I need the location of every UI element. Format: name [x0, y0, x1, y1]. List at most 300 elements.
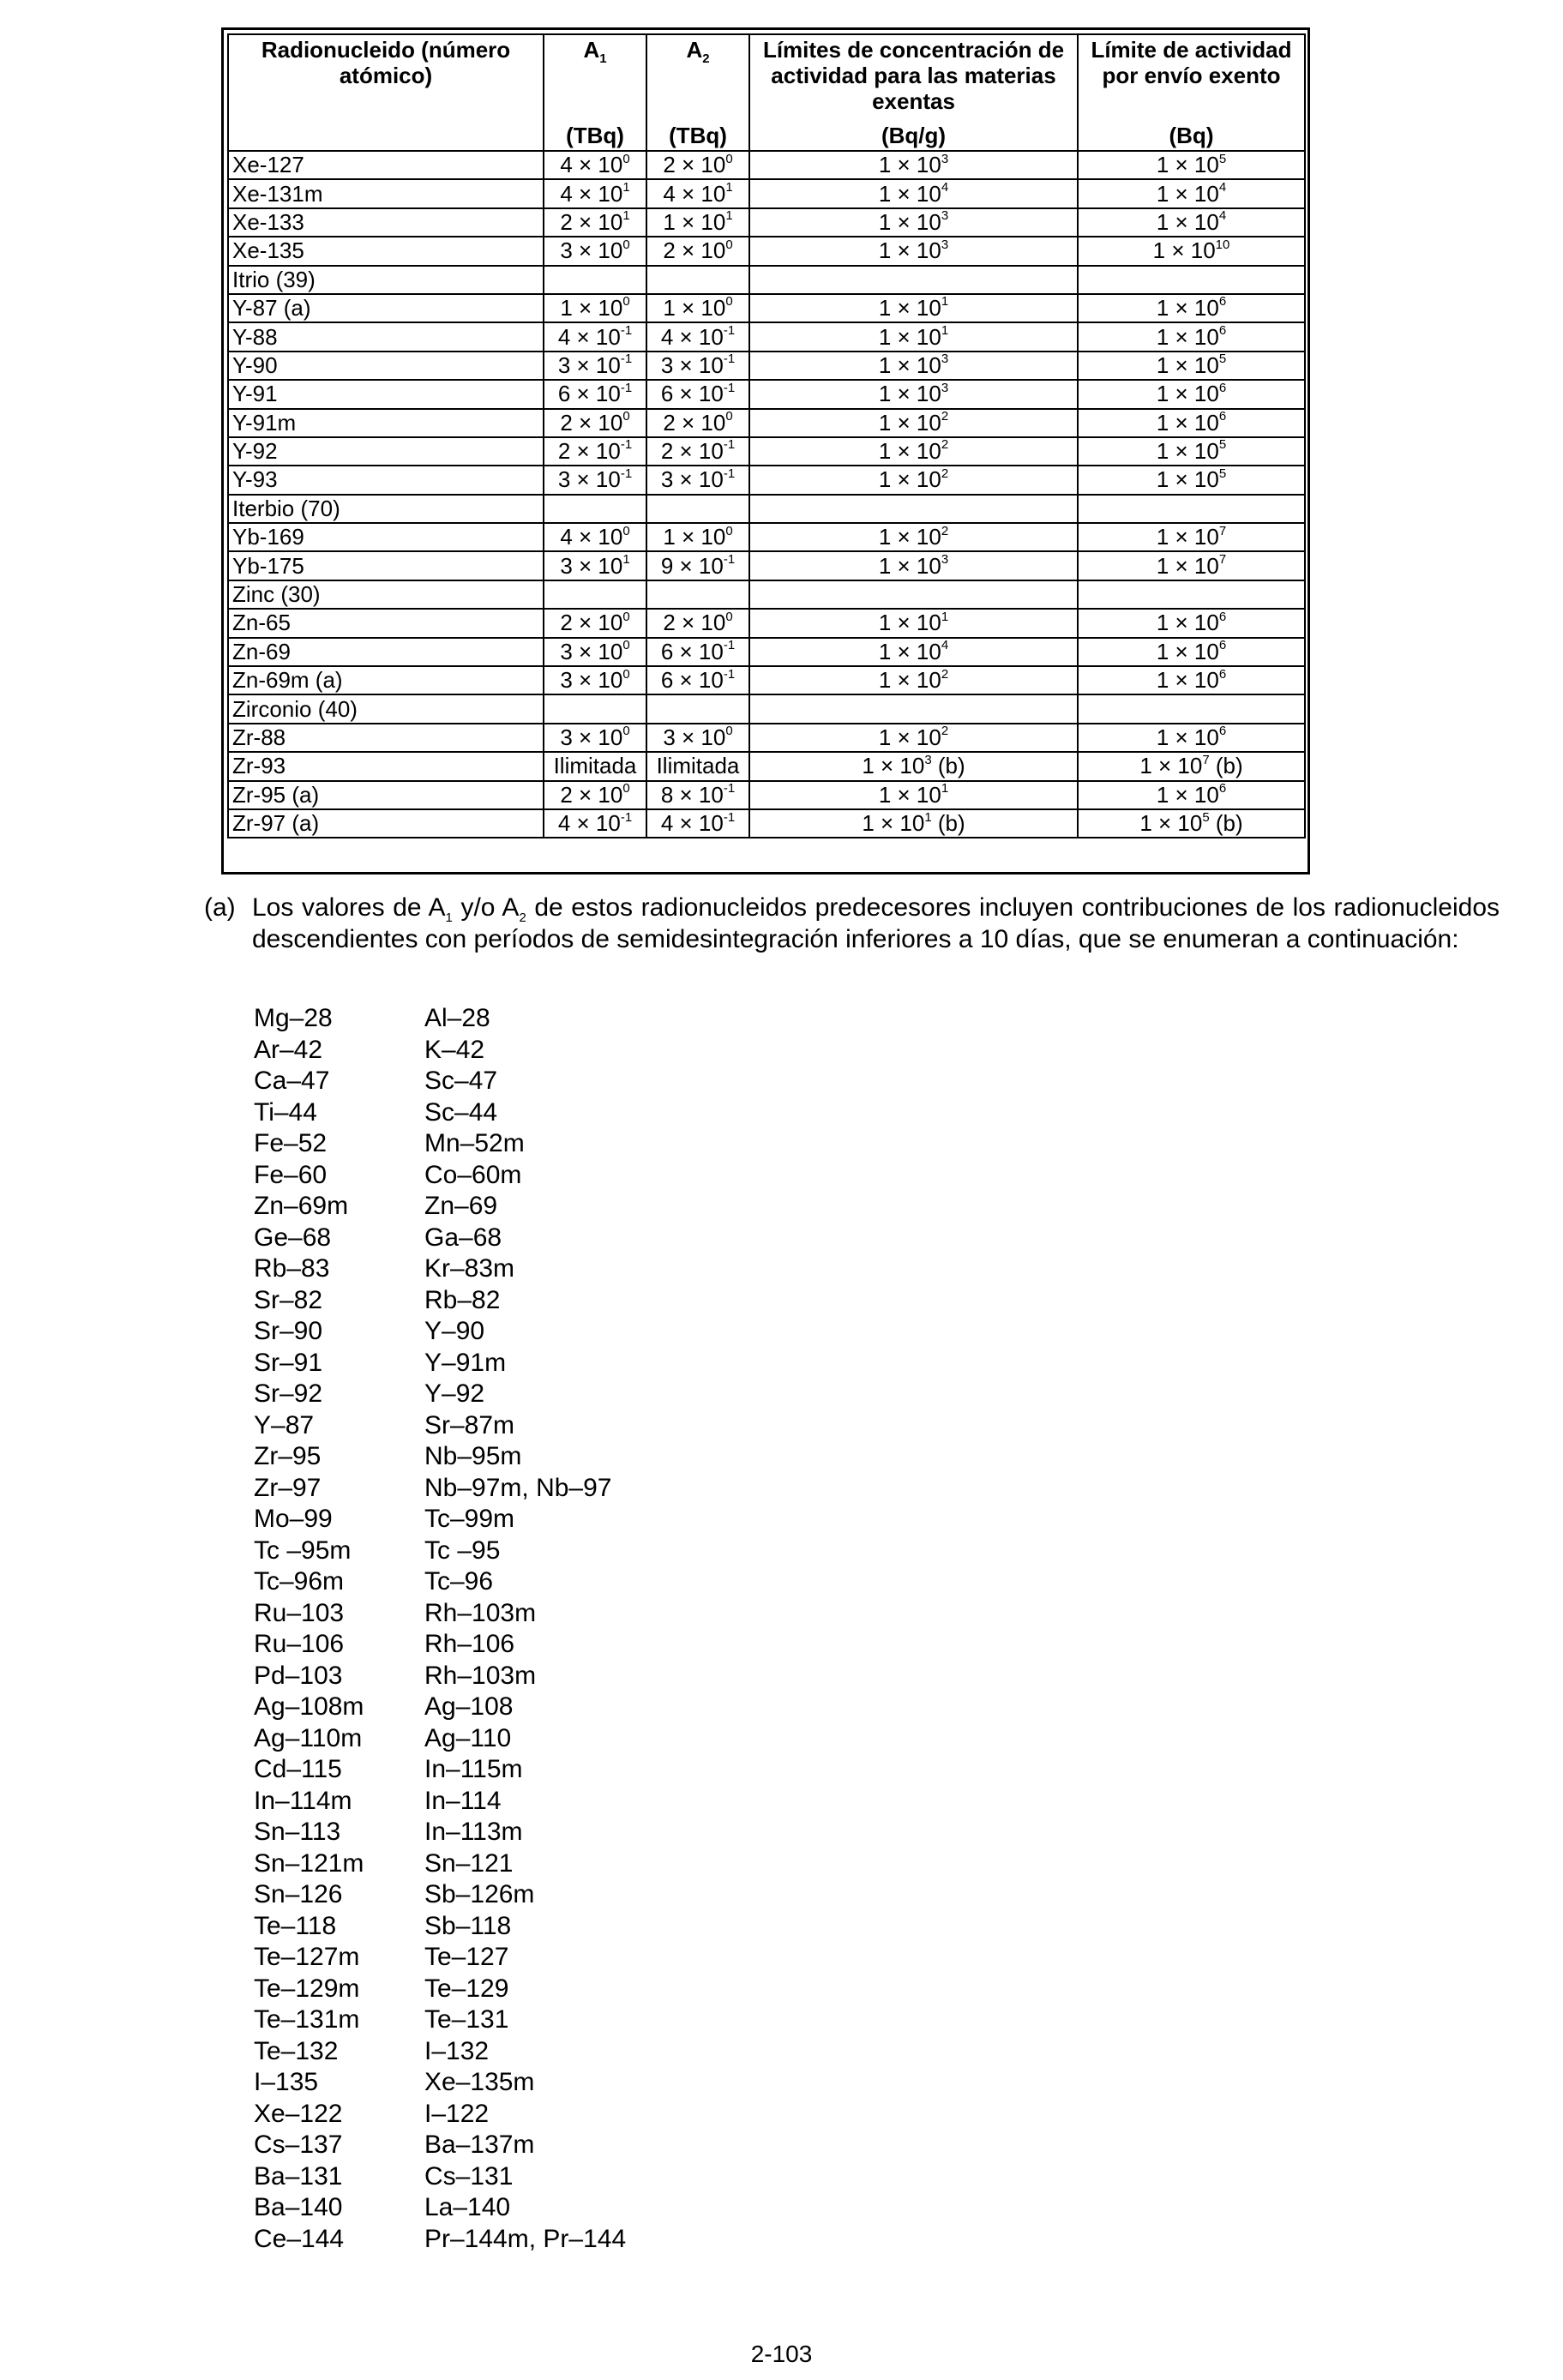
- activity-limit-note: (b): [1209, 753, 1243, 779]
- cell-activity-limit: [1078, 352, 1305, 380]
- cell-activity-limit: [1078, 237, 1305, 265]
- cell-concentration: [749, 380, 1078, 408]
- a1-mantissa: 3 × 10: [557, 352, 621, 378]
- concentration-mantissa: 1 × 10: [878, 237, 941, 264]
- radionuclide-name: Xe-127: [232, 152, 304, 178]
- cell-concentration: [749, 781, 1078, 809]
- a1-exponent: 0: [622, 409, 630, 424]
- a1-mantissa: 3 × 10: [560, 667, 623, 694]
- radionuclide-name: Y-88: [232, 323, 278, 350]
- concentration-mantissa: 1 × 10: [878, 323, 941, 350]
- table-row: [228, 666, 1305, 694]
- daughter-nuclide: I–122: [424, 2099, 490, 2128]
- a2-exponent: -1: [723, 666, 736, 682]
- cell-radionuclide: [228, 694, 544, 723]
- daughter-nuclide: Pr–144m, Pr–144: [424, 2224, 627, 2253]
- a2-mantissa: 4 × 10: [663, 180, 726, 207]
- a1-mantissa: 2 × 10: [560, 409, 623, 436]
- cell-activity-limit: [1078, 638, 1305, 666]
- radionuclide-name: Yb-175: [232, 552, 304, 579]
- cell-radionuclide: [228, 352, 544, 380]
- cell-concentration: [749, 580, 1078, 609]
- table-row: [228, 466, 1305, 494]
- table-row: [228, 551, 1305, 580]
- cell-radionuclide: [228, 322, 544, 351]
- concentration-mantissa: 1 × 10: [878, 781, 941, 808]
- header-a2-unit: (TBq): [669, 123, 727, 148]
- a2-exponent: -1: [723, 380, 736, 395]
- a1-mantissa: 3 × 10: [560, 552, 623, 579]
- activity-limit-mantissa: 1 × 10: [1156, 152, 1219, 178]
- activity-limit-mantissa: 1 × 10: [1156, 667, 1219, 694]
- activity-limit-exponent: 7: [1202, 752, 1210, 767]
- a2-mantissa: 3 × 10: [660, 352, 724, 378]
- table-body: [228, 151, 1305, 838]
- a1-mantissa: 4 × 10: [557, 323, 621, 350]
- concentration-exponent: 3: [941, 208, 949, 224]
- concentration-exponent: 1: [941, 322, 949, 338]
- parent-nuclide: Te–132: [254, 2036, 339, 2065]
- footnote-body: [252, 892, 1500, 955]
- radionuclide-name: Zn-69m (a): [232, 667, 343, 694]
- radionuclide-name: Xe-131m: [232, 180, 323, 207]
- cell-radionuclide: [228, 752, 544, 780]
- concentration-exponent: 2: [941, 666, 949, 682]
- activity-limit-exponent: 6: [1218, 666, 1227, 682]
- concentration-mantissa: 1 × 10: [862, 810, 925, 837]
- a1-exponent: -1: [620, 466, 633, 481]
- a1-exponent: 0: [622, 609, 630, 624]
- radionuclide-name: Zn-65: [232, 610, 291, 636]
- cell-radionuclide: [228, 666, 544, 694]
- radionuclide-name: Itrio (39): [232, 266, 316, 292]
- activity-limit-mantissa: 1 × 10: [1156, 180, 1219, 207]
- cell-radionuclide: [228, 551, 544, 580]
- cell-radionuclide: [228, 294, 544, 322]
- footnote-a: [204, 892, 1500, 955]
- cell-radionuclide: [228, 466, 544, 494]
- cell-concentration: [749, 523, 1078, 551]
- a1-exponent: 0: [622, 666, 630, 682]
- parent-nuclide: Cs–137: [254, 2131, 343, 2159]
- cell-radionuclide: [228, 208, 544, 237]
- concentration-mantissa: 1 × 10: [878, 295, 941, 322]
- cell-activity-limit: [1078, 724, 1305, 752]
- cell-a1: [544, 437, 646, 466]
- cell-a2: [646, 322, 749, 351]
- cell-concentration: [749, 151, 1078, 179]
- parent-nuclide: Ti–44: [254, 1097, 317, 1127]
- cell-radionuclide: [228, 724, 544, 752]
- cell-radionuclide: [228, 266, 544, 294]
- cell-a2: [646, 266, 749, 294]
- concentration-note: (b): [931, 753, 965, 779]
- a2-mantissa: 1 × 10: [663, 524, 726, 550]
- daughter-nuclide: Y–90: [424, 1317, 485, 1345]
- a2-mantissa: 9 × 10: [660, 552, 724, 579]
- a2-mantissa: 2 × 10: [663, 610, 726, 636]
- parent-nuclide: Ag–110m: [254, 1723, 363, 1752]
- header-a1: [544, 34, 646, 151]
- radionuclide-name: Zr-93: [232, 753, 286, 779]
- table-row: [228, 208, 1305, 237]
- concentration-mantissa: 1 × 10: [878, 667, 941, 694]
- table-row: [228, 437, 1305, 466]
- concentration-exponent: 4: [941, 638, 949, 653]
- concentration-note: (b): [931, 810, 965, 837]
- concentration-mantissa: 1 × 10: [878, 409, 941, 436]
- a2-mantissa: 2 × 10: [663, 409, 726, 436]
- a1-exponent: 1: [622, 208, 630, 224]
- cell-concentration: [749, 724, 1078, 752]
- cell-concentration: [749, 809, 1078, 838]
- a2-exponent: 0: [725, 523, 733, 538]
- cell-a2: [646, 294, 749, 322]
- cell-radionuclide: [228, 237, 544, 265]
- parent-nuclide: Te–129m: [254, 1974, 360, 2003]
- table-header-row: [228, 34, 1305, 151]
- daughter-nuclide: Te–131: [424, 2005, 509, 2034]
- a1-mantissa: 4 × 10: [560, 152, 623, 178]
- activity-limit-exponent: 6: [1218, 380, 1227, 395]
- radionuclide-name: Iterbio (70): [232, 495, 340, 521]
- cell-concentration: [749, 266, 1078, 294]
- a1-mantissa: 4 × 10: [557, 810, 621, 837]
- cell-a2: [646, 666, 749, 694]
- a1-exponent: 0: [622, 523, 630, 538]
- activity-limit-mantissa: 1 × 10: [1156, 466, 1219, 493]
- a2-mantissa: 4 × 10: [660, 323, 724, 350]
- cell-concentration: [749, 237, 1078, 265]
- daughter-nuclide: La–140: [424, 2193, 511, 2221]
- cell-concentration: [749, 294, 1078, 322]
- daughter-nuclide: Rh–103m: [424, 1598, 537, 1627]
- activity-limit-exponent: 5: [1218, 466, 1227, 481]
- header-a2-sub: 2: [702, 51, 710, 67]
- a2-mantissa: 1 × 10: [663, 208, 726, 235]
- cell-a1: [544, 523, 646, 551]
- parent-nuclide: Sr–90: [254, 1317, 323, 1345]
- daughter-nuclide: Sb–118: [424, 1911, 512, 1940]
- radionuclide-name: Y-91: [232, 381, 278, 407]
- a2-exponent: -1: [723, 809, 736, 825]
- activity-limit-exponent: 6: [1218, 638, 1227, 653]
- cell-activity-limit: [1078, 179, 1305, 207]
- activity-limit-mantissa: 1 × 10: [1139, 810, 1203, 837]
- parent-nuclide: I–135: [254, 2068, 319, 2096]
- daughter-nuclide: K–42: [424, 1035, 485, 1064]
- activity-limit-exponent: 5: [1218, 437, 1227, 453]
- parent-nuclide: Sn–126: [254, 1880, 343, 1908]
- cell-a1: [544, 694, 646, 723]
- a1-exponent: 0: [622, 724, 630, 739]
- a1-exponent: -1: [620, 809, 633, 825]
- cell-a1: [544, 151, 646, 179]
- radionuclide-name: Xe-135: [232, 237, 304, 264]
- activity-limit-exponent: 4: [1218, 179, 1227, 195]
- cell-a1: [544, 237, 646, 265]
- parent-nuclide: Cd–115: [254, 1755, 342, 1783]
- footnote-text-2: y/o A: [452, 893, 520, 922]
- parent-nuclide: Te–127m: [254, 1943, 360, 1971]
- activity-limit-exponent: 7: [1218, 523, 1227, 538]
- daughter-nuclide: I–132: [424, 2036, 490, 2065]
- daughter-nuclide: In–115m: [424, 1755, 523, 1783]
- cell-a2: [646, 380, 749, 408]
- cell-radionuclide: [228, 638, 544, 666]
- radionuclide-table: [227, 33, 1306, 838]
- footnote-sub-2: 2: [519, 911, 526, 925]
- activity-limit-exponent: 4: [1218, 208, 1227, 224]
- activity-limit-mantissa: 1 × 10: [1156, 381, 1219, 407]
- a1-mantissa: 3 × 10: [560, 638, 623, 664]
- activity-limit-mantissa: 1 × 10: [1156, 352, 1219, 378]
- a2-mantissa: 6 × 10: [660, 381, 724, 407]
- table-row: [228, 380, 1305, 408]
- cell-a2: [646, 409, 749, 437]
- cell-a1: [544, 580, 646, 609]
- daughter-nuclide: Zn–69: [424, 1192, 498, 1220]
- a1-mantissa: 4 × 10: [560, 524, 623, 550]
- table-row: [228, 495, 1305, 523]
- daughter-nuclide: Y–92: [424, 1379, 485, 1408]
- cell-a1: [544, 781, 646, 809]
- table-row: [228, 781, 1305, 809]
- parent-nuclide: Fe–60: [254, 1160, 328, 1189]
- cell-concentration: [749, 551, 1078, 580]
- daughter-nuclide: Sn–121: [424, 1848, 514, 1878]
- parent-nuclide: Zn–69m: [254, 1192, 349, 1220]
- cell-a2: [646, 437, 749, 466]
- a1-mantissa: 4 × 10: [560, 180, 623, 207]
- a1-mantissa: 2 × 10: [560, 781, 623, 808]
- header-concentration-unit: (Bq/g): [881, 123, 947, 148]
- parent-nuclide: Mo–99: [254, 1505, 333, 1533]
- activity-limit-exponent: 6: [1218, 294, 1227, 310]
- cell-radionuclide: [228, 179, 544, 207]
- parent-nuclide: Fe–52: [254, 1129, 328, 1157]
- a2-exponent: 0: [725, 409, 733, 424]
- concentration-exponent: 2: [941, 724, 949, 739]
- cell-radionuclide: [228, 523, 544, 551]
- cell-activity-limit: [1078, 523, 1305, 551]
- a2-exponent: -1: [723, 552, 736, 567]
- cell-radionuclide: [228, 495, 544, 523]
- cell-a1: [544, 352, 646, 380]
- cell-a2: [646, 809, 749, 838]
- cell-radionuclide: [228, 151, 544, 179]
- a1-mantissa: 3 × 10: [557, 466, 621, 493]
- header-activity-limit-title: Límite de actividad por envío exento: [1091, 37, 1292, 88]
- activity-limit-mantissa: 1 × 10: [1156, 208, 1219, 235]
- radionuclide-name: Zirconio (40): [232, 695, 358, 722]
- concentration-mantissa: 1 × 10: [878, 208, 941, 235]
- parent-nuclide: Zr–97: [254, 1473, 322, 1502]
- a1-exponent: 0: [622, 151, 630, 166]
- header-activity-limit: [1078, 34, 1305, 151]
- cell-activity-limit: [1078, 151, 1305, 179]
- table-row: [228, 609, 1305, 637]
- table-row: [228, 179, 1305, 207]
- radionuclide-name: Yb-169: [232, 524, 304, 550]
- a2-exponent: 0: [725, 609, 733, 624]
- concentration-exponent: 1: [941, 781, 949, 796]
- header-a2: [646, 34, 749, 151]
- radionuclide-name: Y-92: [232, 438, 278, 465]
- concentration-exponent: 3: [941, 151, 949, 166]
- parent-nuclide: Ce–144: [254, 2224, 345, 2253]
- cell-a2: [646, 724, 749, 752]
- parent-nuclide: Ba–131: [254, 2161, 343, 2191]
- cell-a2: [646, 466, 749, 494]
- cell-concentration: [749, 437, 1078, 466]
- cell-a1: [544, 752, 646, 780]
- a1-exponent: 1: [622, 179, 630, 195]
- parent-nuclide: Rb–83: [254, 1254, 330, 1283]
- activity-limit-exponent: 6: [1218, 724, 1227, 739]
- a1-mantissa: Ilimitada: [553, 753, 637, 779]
- a1-exponent: -1: [620, 352, 633, 367]
- cell-a1: [544, 638, 646, 666]
- cell-a1: [544, 322, 646, 351]
- daughter-nuclide: Kr–83m: [424, 1254, 515, 1283]
- radionuclide-name: Zn-69: [232, 638, 291, 664]
- cell-a2: [646, 752, 749, 780]
- cell-a1: [544, 294, 646, 322]
- concentration-mantissa: 1 × 10: [878, 466, 941, 493]
- cell-a1: [544, 551, 646, 580]
- daughter-nuclide: Xe–135m: [424, 2068, 535, 2096]
- daughter-nuclide: Rb–82: [424, 1285, 501, 1314]
- a1-mantissa: 3 × 10: [560, 237, 623, 264]
- cell-activity-limit: [1078, 580, 1305, 609]
- a2-mantissa: 2 × 10: [663, 237, 726, 264]
- concentration-exponent: 1: [924, 809, 932, 825]
- concentration-exponent: 2: [941, 409, 949, 424]
- a1-mantissa: 6 × 10: [557, 381, 621, 407]
- cell-activity-limit: [1078, 466, 1305, 494]
- a1-mantissa: 2 × 10: [557, 438, 621, 465]
- radionuclide-name: Zinc (30): [232, 581, 321, 608]
- cell-activity-limit: [1078, 666, 1305, 694]
- parent-nuclide: Ca–47: [254, 1067, 330, 1095]
- cell-concentration: [749, 638, 1078, 666]
- daughter-nuclide: Ag–108: [424, 1692, 514, 1721]
- activity-limit-exponent: 5: [1202, 809, 1210, 825]
- cell-concentration: [749, 352, 1078, 380]
- daughter-nuclide: In–114: [424, 1786, 502, 1815]
- radionuclide-name: Xe-133: [232, 208, 304, 235]
- a2-mantissa: Ilimitada: [656, 753, 740, 779]
- header-a1-title: A: [583, 37, 600, 63]
- cell-a1: [544, 466, 646, 494]
- cell-a2: [646, 638, 749, 666]
- activity-limit-mantissa: 1 × 10: [1156, 552, 1219, 579]
- daughter-nuclide: Rh–106: [424, 1630, 515, 1658]
- cell-activity-limit: [1078, 495, 1305, 523]
- table-row: [228, 294, 1305, 322]
- a1-exponent: 0: [622, 294, 630, 310]
- cell-a2: [646, 609, 749, 637]
- cell-radionuclide: [228, 781, 544, 809]
- header-radionuclide-title: Radionucleido (número atómico): [261, 37, 511, 88]
- concentration-mantissa: 1 × 10: [878, 352, 941, 378]
- cell-activity-limit: [1078, 266, 1305, 294]
- a2-exponent: -1: [723, 466, 736, 481]
- a2-exponent: 0: [725, 294, 733, 310]
- daughter-nuclide: Y–91m: [424, 1348, 507, 1377]
- daughter-nuclide: Sr–87m: [424, 1410, 515, 1439]
- concentration-exponent: 3: [941, 552, 949, 567]
- activity-limit-exponent: 7: [1218, 552, 1227, 567]
- a1-exponent: -1: [620, 322, 633, 338]
- a1-exponent: 0: [622, 638, 630, 653]
- table-row: [228, 694, 1305, 723]
- concentration-mantissa: 1 × 10: [878, 724, 941, 750]
- a1-mantissa: 3 × 10: [560, 724, 623, 750]
- cell-a1: [544, 666, 646, 694]
- parent-nuclide: Ge–68: [254, 1223, 332, 1252]
- a2-mantissa: 8 × 10: [660, 781, 724, 808]
- concentration-mantissa: 1 × 10: [878, 524, 941, 550]
- activity-limit-mantissa: 1 × 10: [1156, 610, 1219, 636]
- cell-a1: [544, 266, 646, 294]
- activity-limit-mantissa: 1 × 10: [1156, 724, 1219, 750]
- concentration-exponent: 3: [941, 352, 949, 367]
- cell-a2: [646, 237, 749, 265]
- a1-exponent: 0: [622, 237, 630, 252]
- cell-a2: [646, 551, 749, 580]
- cell-a1: [544, 495, 646, 523]
- a1-exponent: 0: [622, 781, 630, 796]
- parent-nuclide: Sn–121m: [254, 1848, 364, 1878]
- parent-nuclide: Te–118: [254, 1911, 337, 1940]
- cell-activity-limit: [1078, 694, 1305, 723]
- cell-concentration: [749, 466, 1078, 494]
- a2-mantissa: 3 × 10: [663, 724, 726, 750]
- a2-mantissa: 2 × 10: [660, 438, 724, 465]
- daughter-nuclide: Sc–44: [424, 1097, 498, 1127]
- a2-mantissa: 6 × 10: [660, 667, 724, 694]
- cell-a1: [544, 409, 646, 437]
- parent-nuclide: Ru–103: [254, 1598, 345, 1627]
- daughter-nuclide: Ga–68: [424, 1223, 502, 1252]
- parent-nuclide: Sr–91: [254, 1348, 323, 1377]
- parent-nuclide: Ag–108m: [254, 1692, 364, 1721]
- cell-activity-limit: [1078, 208, 1305, 237]
- cell-a1: [544, 208, 646, 237]
- cell-activity-limit: [1078, 752, 1305, 780]
- cell-a2: [646, 580, 749, 609]
- daughter-nuclide: Co–60m: [424, 1160, 522, 1189]
- cell-activity-limit: [1078, 781, 1305, 809]
- daughter-nuclide: Te–127: [424, 1943, 509, 1971]
- a1-exponent: -1: [620, 437, 633, 453]
- cell-activity-limit: [1078, 609, 1305, 637]
- cell-radionuclide: [228, 380, 544, 408]
- page-number: 2-103: [750, 2341, 813, 2367]
- header-a2-title: A: [686, 37, 703, 63]
- a2-exponent: -1: [723, 437, 736, 453]
- a2-exponent: 0: [725, 237, 733, 252]
- cell-a1: [544, 609, 646, 637]
- cell-a2: [646, 208, 749, 237]
- activity-limit-mantissa: 1 × 10: [1152, 237, 1216, 264]
- table-row: [228, 237, 1305, 265]
- parent-nuclide: Sr–92: [254, 1379, 323, 1408]
- cell-a1: [544, 724, 646, 752]
- cell-a2: [646, 694, 749, 723]
